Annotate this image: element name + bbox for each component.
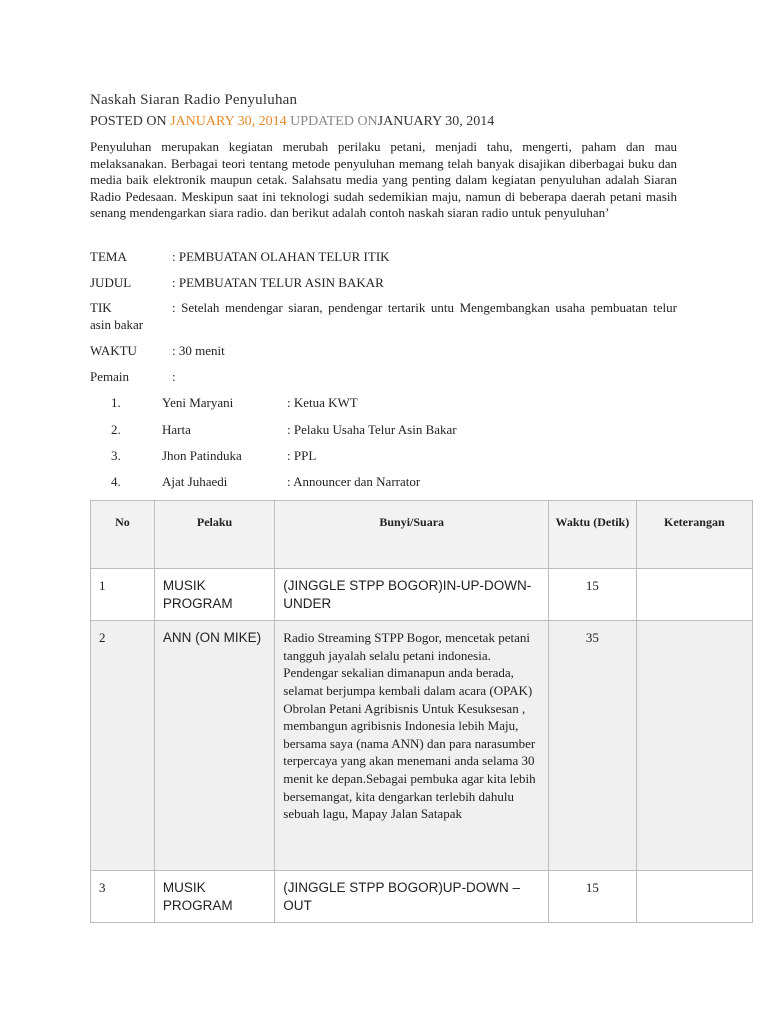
posted-label: POSTED ON xyxy=(90,114,167,129)
pemain-role: : Pelaku Usaha Telur Asin Bakar xyxy=(287,422,457,437)
cell-pelaku: MUSIK PROGRAM xyxy=(154,871,274,923)
table-header-row xyxy=(91,501,753,569)
pemain-number: 3. xyxy=(111,448,121,463)
updated-date: JANUARY 30, 2014 xyxy=(377,114,495,129)
post-meta xyxy=(90,114,494,130)
posted-date-link[interactable]: JANUARY 30, 2014 xyxy=(170,114,287,129)
pemain-number: 1. xyxy=(111,395,121,410)
script-table xyxy=(90,500,753,923)
pemain-role: : PPL xyxy=(287,448,317,463)
pemain-number: 4. xyxy=(111,474,121,489)
meta-tema-value: : PEMBUATAN OLAHAN TELUR ITIK xyxy=(172,249,390,264)
meta-tik xyxy=(90,300,677,333)
cell-waktu: 35 xyxy=(549,621,637,871)
cell-waktu: 15 xyxy=(549,871,637,923)
document-title: Naskah Siaran Radio Penyuluhan xyxy=(90,92,298,108)
pemain-name: Jhon Patinduka xyxy=(162,448,242,463)
pemain-role: : Ketua KWT xyxy=(287,395,358,410)
meta-waktu-key: WAKTU xyxy=(90,343,137,358)
pemain-number: 2. xyxy=(111,422,121,437)
cell-pelaku: ANN (ON MIKE) xyxy=(154,621,274,871)
cell-pelaku: MUSIK PROGRAM xyxy=(154,569,274,621)
meta-tik-key: TIK xyxy=(90,300,112,315)
meta-judul-key: JUDUL xyxy=(90,275,132,290)
meta-waktu xyxy=(90,343,680,359)
meta-judul-value: : PEMBUATAN TELUR ASIN BAKAR xyxy=(172,275,384,290)
meta-pemain-value: : xyxy=(172,369,176,384)
cell-bunyi: (JINGGLE STPP BOGOR)IN-UP-DOWN-UNDER xyxy=(275,569,549,621)
header-keterangan: Keterangan xyxy=(636,501,752,569)
table-row xyxy=(91,871,753,923)
cell-keterangan xyxy=(636,569,752,621)
updated-label: UPDATED ON xyxy=(290,114,378,129)
meta-waktu-value: : 30 menit xyxy=(172,343,225,358)
cell-keterangan xyxy=(636,871,752,923)
pemain-name: Harta xyxy=(162,422,191,437)
meta-pemain-key: Pemain xyxy=(90,369,129,384)
meta-tik-value: : Setelah mendengar siaran, pendengar tertarik untu Mengembangkan usaha pembuatan telur asin bakar xyxy=(90,300,677,332)
pemain-role: : Announcer dan Narrator xyxy=(287,474,421,489)
cell-no: 3 xyxy=(91,871,155,923)
cell-bunyi: (JINGGLE STPP BOGOR)UP-DOWN – OUT xyxy=(275,871,549,923)
header-no: No xyxy=(91,501,155,569)
cell-no: 1 xyxy=(91,569,155,621)
meta-judul xyxy=(90,275,680,291)
header-bunyi: Bunyi/Suara xyxy=(275,501,549,569)
meta-pemain xyxy=(90,369,680,385)
cell-waktu: 15 xyxy=(549,569,637,621)
table-row xyxy=(91,621,753,871)
cell-no: 2 xyxy=(91,621,155,871)
cell-bunyi: Radio Streaming STPP Bogor, mencetak petani tangguh jayalah selalu petani indonesia. Pendengar sekalian dimanapun anda berada, selamat berjumpa kembali dalam acara (OPAK) Obrolan Petani Agribisnis Untuk Kesuksesan , membangun agribisnis Indonesia lebih Maju, bersama saya (nama ANN) dan para narasumber terpercaya yang akan menemani anda selama 30 menit ke depan.Sebagai pembuka agar kita lebih bersemangat, kita dengarkan terlebih dahulu sebuah lagu, Mapay Jalan Satapak xyxy=(275,621,549,871)
intro-paragraph: Penyuluhan merupakan kegiatan merubah perilaku petani, menjadi tahu, mengerti, paham dan mau melaksanakan. Berbagai teori tentang metode penyuluhan memang telah banyak disajikan diberbagai buku dan media baik elektronik maupun cetak. Salahsatu media yang penting dalam kegiatan penyuluhan adalah Siaran Radio Pedesaan. Meskipun saat ini teknologi sudah sedemikian maju, namun di beberapa daerah petani masih senang mendengarkan siara radio. dan berikut adalah contoh naskah siaran radio untuk penyuluhan’ xyxy=(90,139,677,221)
table-row xyxy=(91,569,753,621)
meta-tema-key: TEMA xyxy=(90,249,127,264)
meta-tema xyxy=(90,249,680,265)
header-waktu: Waktu (Detik) xyxy=(549,501,637,569)
pemain-name: Yeni Maryani xyxy=(162,395,234,410)
pemain-name: Ajat Juhaedi xyxy=(162,474,228,489)
header-pelaku: Pelaku xyxy=(154,501,274,569)
cell-keterangan xyxy=(636,621,752,871)
